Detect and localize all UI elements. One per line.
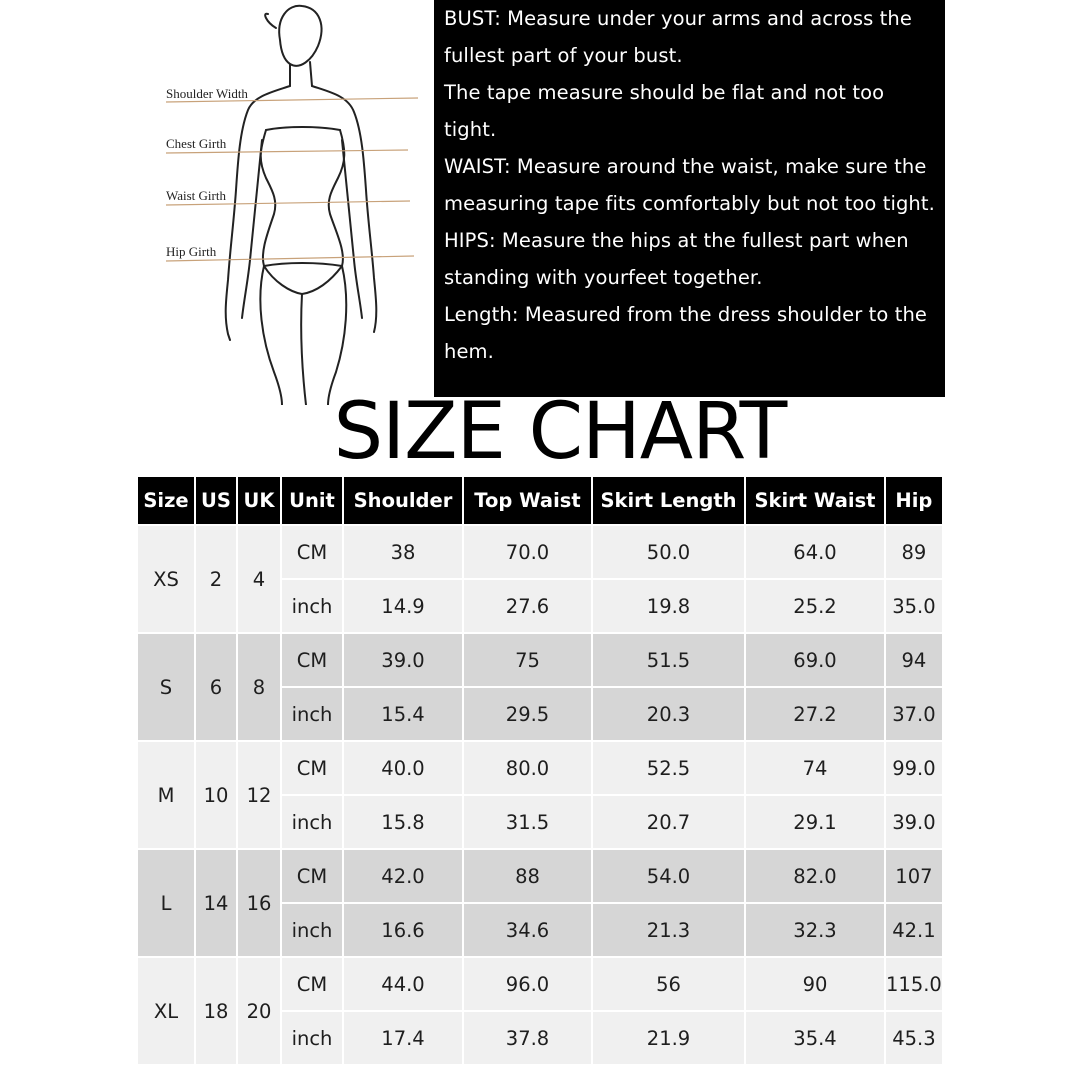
hip-girth-label: Hip Girth [166, 244, 217, 259]
shoulder-cell: 39.0 [344, 634, 462, 686]
skirt-waist-cell: 82.0 [746, 850, 884, 902]
skirt-length-cell: 50.0 [593, 526, 744, 578]
table-header-row [138, 477, 942, 524]
body-measurement-illustration [150, 0, 435, 405]
unit-cell: inch [282, 1012, 342, 1064]
skirt-length-cell: 21.3 [593, 904, 744, 956]
top-waist-cell: 27.6 [464, 580, 591, 632]
instruction-hips: HIPS: Measure the hips at the fullest part when standing with yourfeet together. [444, 229, 909, 289]
header-unit: Unit [282, 477, 342, 524]
skirt-waist-cell: 64.0 [746, 526, 884, 578]
us-cell: 2 [196, 526, 236, 632]
page-title: SIZE CHART [333, 387, 787, 477]
table-row [138, 958, 942, 1010]
uk-cell: 8 [238, 634, 280, 740]
skirt-waist-cell: 29.1 [746, 796, 884, 848]
table-row [138, 850, 942, 902]
body-outline-icon [150, 0, 435, 405]
shoulder-cell: 16.6 [344, 904, 462, 956]
skirt-length-cell: 21.9 [593, 1012, 744, 1064]
hip-cell: 99.0 [886, 742, 942, 794]
unit-cell: CM [282, 634, 342, 686]
skirt-waist-cell: 35.4 [746, 1012, 884, 1064]
size-cell: XS [138, 526, 194, 632]
header-top-waist: Top Waist [464, 477, 591, 524]
header-shoulder: Shoulder [344, 477, 462, 524]
header-skirt-waist: Skirt Waist [746, 477, 884, 524]
uk-cell: 20 [238, 958, 280, 1064]
header-us: US [196, 477, 236, 524]
top-waist-cell: 96.0 [464, 958, 591, 1010]
shoulder-cell: 15.4 [344, 688, 462, 740]
table-row [138, 634, 942, 686]
hip-cell: 115.0 [886, 958, 942, 1010]
top-waist-cell: 75 [464, 634, 591, 686]
table-row [138, 742, 942, 794]
us-cell: 14 [196, 850, 236, 956]
us-cell: 18 [196, 958, 236, 1064]
instruction-tape: The tape measure should be flat and not too tight. [444, 81, 885, 141]
hip-cell: 37.0 [886, 688, 942, 740]
skirt-waist-cell: 27.2 [746, 688, 884, 740]
size-cell: M [138, 742, 194, 848]
instruction-waist: WAIST: Measure around the waist, make sure the measuring tape fits comfortably but not too tight. [444, 155, 935, 215]
uk-cell: 4 [238, 526, 280, 632]
skirt-length-cell: 54.0 [593, 850, 744, 902]
top-waist-cell: 70.0 [464, 526, 591, 578]
hip-cell: 42.1 [886, 904, 942, 956]
unit-cell: CM [282, 742, 342, 794]
top-waist-cell: 37.8 [464, 1012, 591, 1064]
table-row [138, 526, 942, 578]
header-skirt-length: Skirt Length [593, 477, 744, 524]
shoulder-cell: 42.0 [344, 850, 462, 902]
skirt-length-cell: 19.8 [593, 580, 744, 632]
unit-cell: CM [282, 850, 342, 902]
skirt-length-cell: 51.5 [593, 634, 744, 686]
header-uk: UK [238, 477, 280, 524]
uk-cell: 12 [238, 742, 280, 848]
measurement-instructions [434, 0, 945, 397]
size-table [136, 475, 944, 1066]
skirt-length-cell: 56 [593, 958, 744, 1010]
header-hip: Hip [886, 477, 942, 524]
shoulder-cell: 14.9 [344, 580, 462, 632]
unit-cell: CM [282, 958, 342, 1010]
instruction-bust: BUST: Measure under your arms and across the fullest part of your bust. [444, 7, 912, 67]
chest-girth-label: Chest Girth [166, 136, 227, 151]
size-cell: S [138, 634, 194, 740]
top-waist-cell: 31.5 [464, 796, 591, 848]
hip-cell: 94 [886, 634, 942, 686]
skirt-waist-cell: 25.2 [746, 580, 884, 632]
unit-cell: inch [282, 580, 342, 632]
shoulder-cell: 15.8 [344, 796, 462, 848]
skirt-waist-cell: 69.0 [746, 634, 884, 686]
skirt-length-cell: 20.3 [593, 688, 744, 740]
hip-cell: 39.0 [886, 796, 942, 848]
unit-cell: inch [282, 904, 342, 956]
hip-cell: 89 [886, 526, 942, 578]
top-waist-cell: 29.5 [464, 688, 591, 740]
size-cell: XL [138, 958, 194, 1064]
hip-cell: 35.0 [886, 580, 942, 632]
skirt-waist-cell: 90 [746, 958, 884, 1010]
top-waist-cell: 34.6 [464, 904, 591, 956]
uk-cell: 16 [238, 850, 280, 956]
hip-cell: 45.3 [886, 1012, 942, 1064]
unit-cell: inch [282, 796, 342, 848]
us-cell: 6 [196, 634, 236, 740]
instruction-length: Length: Measured from the dress shoulder to the hem. [444, 303, 928, 363]
shoulder-width-label: Shoulder Width [166, 86, 248, 101]
shoulder-cell: 44.0 [344, 958, 462, 1010]
unit-cell: CM [282, 526, 342, 578]
us-cell: 10 [196, 742, 236, 848]
skirt-waist-cell: 32.3 [746, 904, 884, 956]
hip-cell: 107 [886, 850, 942, 902]
skirt-length-cell: 52.5 [593, 742, 744, 794]
header-size: Size [138, 477, 194, 524]
top-waist-cell: 80.0 [464, 742, 591, 794]
shoulder-cell: 38 [344, 526, 462, 578]
shoulder-cell: 40.0 [344, 742, 462, 794]
skirt-waist-cell: 74 [746, 742, 884, 794]
size-cell: L [138, 850, 194, 956]
top-waist-cell: 88 [464, 850, 591, 902]
unit-cell: inch [282, 688, 342, 740]
waist-girth-label: Waist Girth [166, 188, 226, 203]
skirt-length-cell: 20.7 [593, 796, 744, 848]
shoulder-cell: 17.4 [344, 1012, 462, 1064]
